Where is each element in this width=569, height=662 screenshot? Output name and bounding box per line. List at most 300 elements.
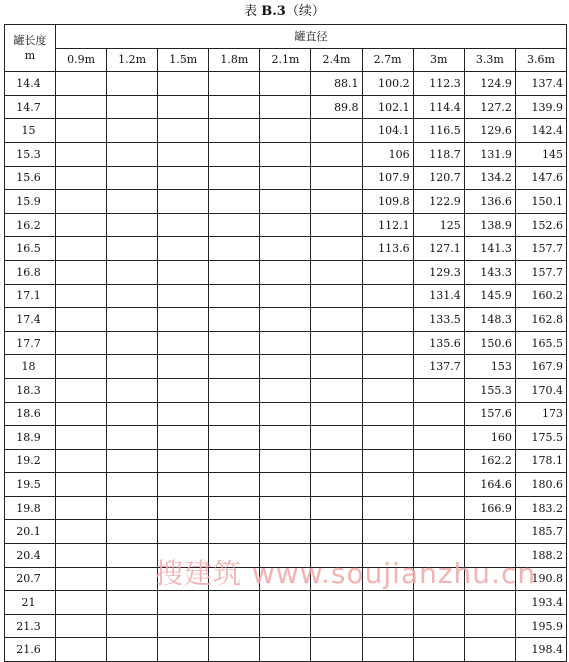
capacity-cell: 160 xyxy=(464,426,515,450)
capacity-cell xyxy=(311,496,362,520)
watermark: 搜建筑 www.soujianzhu.cn xyxy=(155,557,537,590)
capacity-cell: 134.2 xyxy=(464,166,515,190)
capacity-cell: 133.5 xyxy=(413,308,464,332)
capacity-cell xyxy=(464,638,515,662)
length-cell: 21.3 xyxy=(5,614,56,638)
capacity-cell: 198.4 xyxy=(515,638,566,662)
capacity-cell xyxy=(260,544,311,568)
capacity-cell xyxy=(311,591,362,615)
capacity-cell xyxy=(158,119,209,143)
capacity-cell: 183.2 xyxy=(515,496,566,520)
capacity-cell xyxy=(158,402,209,426)
capacity-cell xyxy=(464,614,515,638)
capacity-cell xyxy=(260,355,311,379)
capacity-cell xyxy=(107,567,158,591)
capacity-cell xyxy=(464,544,515,568)
capacity-cell: 157.7 xyxy=(515,260,566,284)
capacity-cell xyxy=(413,614,464,638)
length-cell: 21.6 xyxy=(5,638,56,662)
capacity-cell: 104.1 xyxy=(362,119,413,143)
capacity-cell xyxy=(56,520,107,544)
capacity-cell xyxy=(56,213,107,237)
capacity-cell xyxy=(311,638,362,662)
capacity-cell xyxy=(56,591,107,615)
capacity-cell xyxy=(56,72,107,96)
capacity-cell xyxy=(158,614,209,638)
capacity-cell: 112.3 xyxy=(413,72,464,96)
length-cell: 19.2 xyxy=(5,449,56,473)
length-header-label: 罐长度 xyxy=(13,34,47,48)
diameter-col-header: 1.2m xyxy=(107,48,158,72)
capacity-cell: 180.6 xyxy=(515,473,566,497)
capacity-cell: 89.8 xyxy=(311,95,362,119)
table-row xyxy=(5,614,567,638)
capacity-cell xyxy=(362,378,413,402)
capacity-cell xyxy=(209,496,260,520)
length-cell: 14.4 xyxy=(5,72,56,96)
capacity-cell xyxy=(260,142,311,166)
capacity-cell: 148.3 xyxy=(464,308,515,332)
capacity-cell xyxy=(311,166,362,190)
capacity-cell xyxy=(209,591,260,615)
capacity-cell xyxy=(413,567,464,591)
capacity-cell xyxy=(56,284,107,308)
capacity-cell xyxy=(260,567,311,591)
length-cell: 18.6 xyxy=(5,402,56,426)
capacity-cell xyxy=(209,544,260,568)
capacity-cell: 124.9 xyxy=(464,72,515,96)
table-row xyxy=(5,72,567,96)
capacity-cell: 145.9 xyxy=(464,284,515,308)
table-row xyxy=(5,496,567,520)
capacity-cell xyxy=(260,308,311,332)
capacity-cell: 102.1 xyxy=(362,95,413,119)
capacity-cell xyxy=(107,119,158,143)
capacity-cell: 157.6 xyxy=(464,402,515,426)
table-row xyxy=(5,308,567,332)
capacity-cell: 127.2 xyxy=(464,95,515,119)
capacity-cell xyxy=(362,331,413,355)
capacity-table xyxy=(4,24,567,662)
capacity-cell xyxy=(158,72,209,96)
capacity-cell xyxy=(107,190,158,214)
length-cell: 16.5 xyxy=(5,237,56,261)
capacity-cell xyxy=(56,166,107,190)
capacity-cell xyxy=(158,190,209,214)
capacity-cell: 131.4 xyxy=(413,284,464,308)
capacity-cell xyxy=(311,355,362,379)
capacity-cell: 109.8 xyxy=(362,190,413,214)
capacity-cell xyxy=(158,378,209,402)
diameter-col-header: 1.5m xyxy=(158,48,209,72)
capacity-cell xyxy=(158,638,209,662)
capacity-cell xyxy=(209,567,260,591)
capacity-cell xyxy=(158,213,209,237)
table-row xyxy=(5,591,567,615)
table-row xyxy=(5,638,567,662)
table-body xyxy=(5,72,567,662)
capacity-cell xyxy=(260,166,311,190)
table-row xyxy=(5,95,567,119)
table-row xyxy=(5,213,567,237)
capacity-cell: 138.9 xyxy=(464,213,515,237)
capacity-cell xyxy=(209,308,260,332)
length-cell: 20.7 xyxy=(5,567,56,591)
table-row xyxy=(5,544,567,568)
capacity-cell xyxy=(158,260,209,284)
length-cell: 16.2 xyxy=(5,213,56,237)
capacity-cell xyxy=(209,331,260,355)
length-cell: 18.3 xyxy=(5,378,56,402)
capacity-cell xyxy=(413,496,464,520)
capacity-cell xyxy=(107,331,158,355)
capacity-cell xyxy=(56,402,107,426)
capacity-cell xyxy=(107,95,158,119)
capacity-cell xyxy=(260,402,311,426)
capacity-cell: 129.6 xyxy=(464,119,515,143)
capacity-cell: 150.1 xyxy=(515,190,566,214)
capacity-cell xyxy=(56,237,107,261)
capacity-cell xyxy=(362,496,413,520)
capacity-cell xyxy=(311,190,362,214)
capacity-cell xyxy=(209,213,260,237)
capacity-cell xyxy=(56,260,107,284)
capacity-cell: 150.6 xyxy=(464,331,515,355)
diameter-col-header: 0.9m xyxy=(56,48,107,72)
capacity-cell xyxy=(311,402,362,426)
capacity-cell xyxy=(209,473,260,497)
capacity-cell: 135.6 xyxy=(413,331,464,355)
capacity-cell xyxy=(158,95,209,119)
capacity-cell xyxy=(107,213,158,237)
capacity-cell xyxy=(464,520,515,544)
capacity-cell xyxy=(107,72,158,96)
capacity-cell xyxy=(209,72,260,96)
capacity-cell xyxy=(413,520,464,544)
capacity-cell xyxy=(107,308,158,332)
length-cell: 18 xyxy=(5,355,56,379)
capacity-cell: 114.4 xyxy=(413,95,464,119)
diameter-col-header: 2.4m xyxy=(311,48,362,72)
capacity-cell xyxy=(362,614,413,638)
capacity-cell xyxy=(362,426,413,450)
capacity-cell: 155.3 xyxy=(464,378,515,402)
capacity-cell: 188.2 xyxy=(515,544,566,568)
capacity-cell xyxy=(107,378,158,402)
length-cell: 17.7 xyxy=(5,331,56,355)
capacity-cell xyxy=(158,308,209,332)
capacity-cell xyxy=(56,473,107,497)
capacity-cell xyxy=(260,331,311,355)
diameter-col-header: 3.6m xyxy=(515,48,566,72)
capacity-cell xyxy=(413,378,464,402)
capacity-cell xyxy=(56,567,107,591)
capacity-cell: 106 xyxy=(362,142,413,166)
capacity-cell xyxy=(260,284,311,308)
caption-number: B.3 xyxy=(261,4,286,19)
capacity-cell xyxy=(209,260,260,284)
capacity-cell xyxy=(158,473,209,497)
capacity-cell xyxy=(56,331,107,355)
capacity-cell: 113.6 xyxy=(362,237,413,261)
table-row xyxy=(5,426,567,450)
capacity-cell xyxy=(158,142,209,166)
capacity-cell: 141.3 xyxy=(464,237,515,261)
capacity-cell: 129.3 xyxy=(413,260,464,284)
capacity-cell xyxy=(209,426,260,450)
length-cell: 15.6 xyxy=(5,166,56,190)
capacity-cell xyxy=(362,402,413,426)
capacity-cell xyxy=(311,213,362,237)
capacity-cell: 164.6 xyxy=(464,473,515,497)
capacity-cell xyxy=(260,638,311,662)
capacity-cell xyxy=(158,567,209,591)
capacity-cell: 190.8 xyxy=(515,567,566,591)
capacity-cell xyxy=(107,449,158,473)
capacity-cell xyxy=(311,331,362,355)
capacity-cell: 173 xyxy=(515,402,566,426)
capacity-cell xyxy=(311,473,362,497)
capacity-cell xyxy=(260,190,311,214)
capacity-cell xyxy=(107,614,158,638)
capacity-cell xyxy=(260,213,311,237)
capacity-cell xyxy=(107,237,158,261)
table-row xyxy=(5,331,567,355)
capacity-cell: 170.4 xyxy=(515,378,566,402)
capacity-cell xyxy=(209,119,260,143)
capacity-cell xyxy=(413,544,464,568)
table-row xyxy=(5,119,567,143)
length-cell: 14.7 xyxy=(5,95,56,119)
capacity-cell xyxy=(311,378,362,402)
capacity-cell xyxy=(311,308,362,332)
capacity-cell xyxy=(260,520,311,544)
capacity-cell xyxy=(209,95,260,119)
capacity-cell xyxy=(362,520,413,544)
capacity-cell xyxy=(56,496,107,520)
capacity-cell xyxy=(311,567,362,591)
capacity-cell: 167.9 xyxy=(515,355,566,379)
capacity-cell xyxy=(413,638,464,662)
capacity-cell xyxy=(362,260,413,284)
capacity-cell xyxy=(260,426,311,450)
capacity-cell xyxy=(56,355,107,379)
capacity-cell xyxy=(56,378,107,402)
capacity-cell: 139.9 xyxy=(515,95,566,119)
table-row xyxy=(5,402,567,426)
capacity-cell xyxy=(56,308,107,332)
capacity-cell xyxy=(158,591,209,615)
capacity-cell xyxy=(158,426,209,450)
capacity-cell xyxy=(158,284,209,308)
diameter-col-header: 1.8m xyxy=(209,48,260,72)
capacity-cell xyxy=(260,95,311,119)
capacity-cell xyxy=(56,638,107,662)
capacity-cell xyxy=(56,119,107,143)
table-row xyxy=(5,567,567,591)
capacity-cell: 131.9 xyxy=(464,142,515,166)
length-cell: 16.8 xyxy=(5,260,56,284)
capacity-cell xyxy=(158,237,209,261)
capacity-cell xyxy=(56,426,107,450)
length-cell: 15 xyxy=(5,119,56,143)
capacity-cell: 175.5 xyxy=(515,426,566,450)
capacity-cell xyxy=(260,591,311,615)
table-caption xyxy=(0,4,569,20)
capacity-cell xyxy=(311,119,362,143)
capacity-cell xyxy=(260,260,311,284)
capacity-cell xyxy=(56,142,107,166)
capacity-cell xyxy=(209,638,260,662)
capacity-cell xyxy=(107,473,158,497)
capacity-cell xyxy=(311,449,362,473)
header-row-1 xyxy=(5,25,567,49)
length-cell: 21 xyxy=(5,591,56,615)
length-cell: 15.9 xyxy=(5,190,56,214)
table-row xyxy=(5,190,567,214)
capacity-cell xyxy=(56,614,107,638)
table-row xyxy=(5,284,567,308)
capacity-cell: 147.6 xyxy=(515,166,566,190)
capacity-cell xyxy=(209,378,260,402)
capacity-cell xyxy=(362,308,413,332)
capacity-cell xyxy=(209,142,260,166)
capacity-cell: 185.7 xyxy=(515,520,566,544)
capacity-cell xyxy=(464,567,515,591)
length-cell: 15.3 xyxy=(5,142,56,166)
capacity-cell xyxy=(362,355,413,379)
length-cell: 17.1 xyxy=(5,284,56,308)
capacity-cell xyxy=(107,496,158,520)
capacity-cell xyxy=(56,449,107,473)
capacity-cell xyxy=(209,520,260,544)
length-cell: 19.8 xyxy=(5,496,56,520)
capacity-cell xyxy=(260,119,311,143)
capacity-cell xyxy=(260,473,311,497)
capacity-cell xyxy=(311,142,362,166)
capacity-cell: 127.1 xyxy=(413,237,464,261)
length-cell: 20.4 xyxy=(5,544,56,568)
capacity-cell: 145 xyxy=(515,142,566,166)
capacity-cell xyxy=(413,473,464,497)
capacity-cell: 142.4 xyxy=(515,119,566,143)
capacity-cell xyxy=(107,402,158,426)
capacity-cell xyxy=(158,449,209,473)
capacity-cell xyxy=(260,237,311,261)
table-row xyxy=(5,260,567,284)
table-row xyxy=(5,355,567,379)
capacity-cell xyxy=(107,355,158,379)
capacity-cell: 162.2 xyxy=(464,449,515,473)
table-row xyxy=(5,237,567,261)
capacity-cell: 120.7 xyxy=(413,166,464,190)
capacity-cell xyxy=(158,166,209,190)
capacity-cell xyxy=(413,449,464,473)
capacity-cell xyxy=(413,591,464,615)
capacity-cell xyxy=(107,520,158,544)
diameter-col-header: 2.7m xyxy=(362,48,413,72)
diameter-header: 罐直径 xyxy=(56,25,567,49)
capacity-cell xyxy=(209,402,260,426)
length-header-unit: m xyxy=(24,49,36,63)
capacity-cell xyxy=(158,496,209,520)
capacity-cell xyxy=(107,638,158,662)
table-row xyxy=(5,449,567,473)
capacity-cell xyxy=(413,426,464,450)
capacity-cell: 166.9 xyxy=(464,496,515,520)
capacity-cell xyxy=(209,237,260,261)
capacity-cell: 195.9 xyxy=(515,614,566,638)
capacity-cell xyxy=(362,638,413,662)
capacity-cell xyxy=(209,449,260,473)
capacity-cell xyxy=(311,284,362,308)
table-row xyxy=(5,378,567,402)
length-cell: 17.4 xyxy=(5,308,56,332)
capacity-cell: 137.7 xyxy=(413,355,464,379)
capacity-cell xyxy=(260,378,311,402)
capacity-cell xyxy=(158,520,209,544)
capacity-cell xyxy=(311,237,362,261)
length-cell: 19.5 xyxy=(5,473,56,497)
capacity-cell xyxy=(260,614,311,638)
capacity-cell xyxy=(260,72,311,96)
capacity-cell xyxy=(107,166,158,190)
capacity-cell xyxy=(311,426,362,450)
capacity-cell: 143.3 xyxy=(464,260,515,284)
capacity-cell xyxy=(158,355,209,379)
capacity-cell xyxy=(362,544,413,568)
header-row-2 xyxy=(5,48,567,72)
capacity-cell: 157.7 xyxy=(515,237,566,261)
capacity-cell xyxy=(107,544,158,568)
length-cell: 18.9 xyxy=(5,426,56,450)
table-row xyxy=(5,166,567,190)
capacity-cell xyxy=(158,544,209,568)
capacity-cell xyxy=(464,591,515,615)
capacity-cell xyxy=(260,496,311,520)
capacity-cell: 165.5 xyxy=(515,331,566,355)
capacity-cell xyxy=(362,591,413,615)
capacity-cell: 112.1 xyxy=(362,213,413,237)
capacity-cell xyxy=(209,355,260,379)
capacity-cell xyxy=(362,473,413,497)
diameter-col-header: 3m xyxy=(413,48,464,72)
capacity-cell: 116.5 xyxy=(413,119,464,143)
length-header xyxy=(5,25,56,72)
capacity-cell: 88.1 xyxy=(311,72,362,96)
table-row xyxy=(5,142,567,166)
capacity-cell xyxy=(56,95,107,119)
capacity-cell xyxy=(107,260,158,284)
capacity-cell: 152.6 xyxy=(515,213,566,237)
capacity-cell xyxy=(413,402,464,426)
capacity-cell xyxy=(209,284,260,308)
capacity-cell xyxy=(107,591,158,615)
capacity-cell xyxy=(311,614,362,638)
capacity-cell xyxy=(260,449,311,473)
capacity-cell: 107.9 xyxy=(362,166,413,190)
capacity-cell: 137.4 xyxy=(515,72,566,96)
capacity-cell xyxy=(311,520,362,544)
capacity-cell: 125 xyxy=(413,213,464,237)
table-row xyxy=(5,473,567,497)
capacity-cell xyxy=(107,426,158,450)
capacity-cell xyxy=(311,544,362,568)
diameter-col-header: 2.1m xyxy=(260,48,311,72)
caption-prefix: 表 xyxy=(244,4,262,19)
caption-suffix: （续） xyxy=(285,4,325,19)
capacity-cell: 160.2 xyxy=(515,284,566,308)
